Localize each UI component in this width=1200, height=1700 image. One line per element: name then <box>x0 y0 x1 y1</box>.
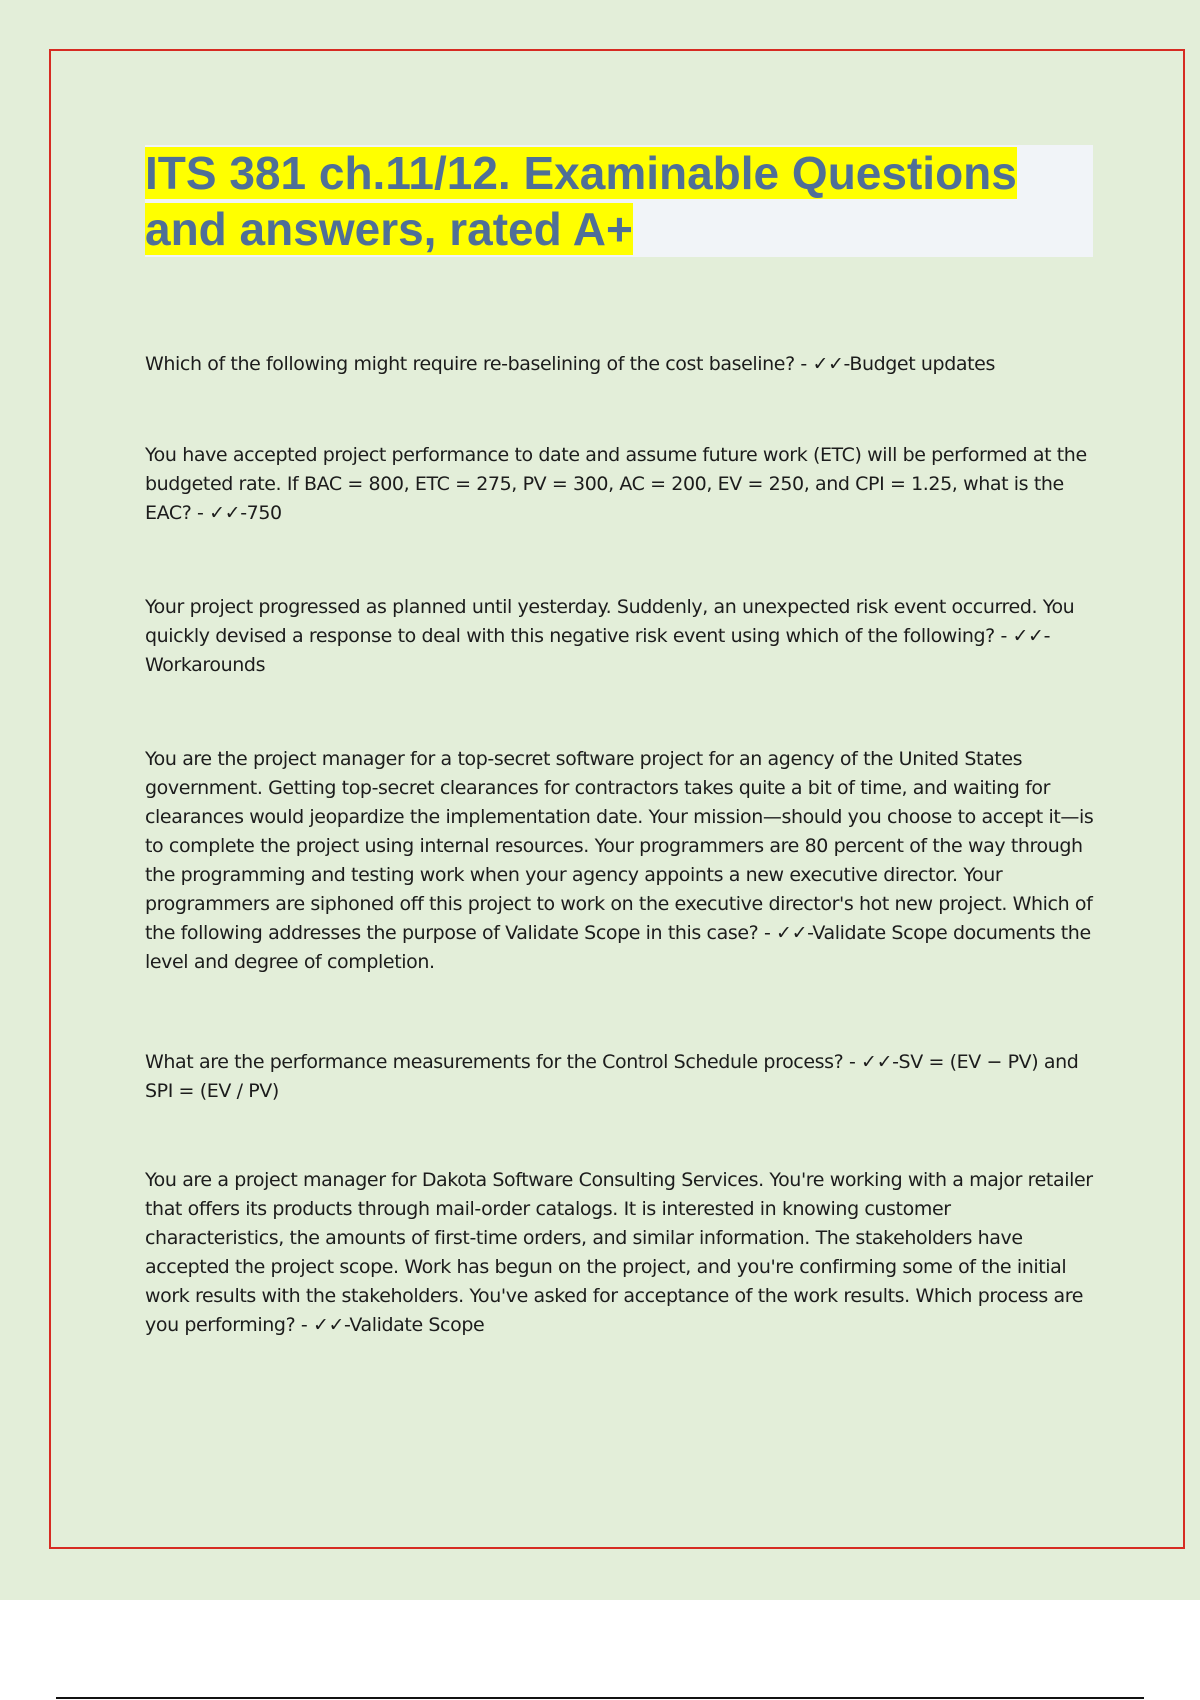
title-highlight: ITS 381 ch.11/12. Examinable Questions and answers, rated A+ <box>145 147 1017 255</box>
question-answer-6: You are a project manager for Dakota Software Consulting Services. You're working with a major retailer that offers its products through mail-order catalogs. It is interested in knowing customer characteristics, the amounts of first-time orders, and similar information. The stakeholders have accepted the project scope. Work has begun on the project, and you're confirming some of the initial work results with the stakeholders. You've asked for acceptance of the work results. Which process are you performing? - ✓✓-Validate Scope <box>145 1169 1093 1336</box>
question-answer-4: You are the project manager for a top-secret software project for an agency of the United States government. Getting top-secret clearances for contractors takes quite a bit of time, and waiting for clearances would jeopardize the implementation date. Your mission—should you choose to accept it—is to complete the project using internal resources. Your programmers are 80 percent of the way through the programming and testing work when your agency appoints a new executive director. Your programmers are siphoned off this project to work on the executive director's hot new project. Which of the following addresses the purpose of Validate Scope in this case? - ✓✓-Validate Scope documents the level and degree of completion. <box>145 748 1094 973</box>
question-answer-3: Your project progressed as planned until yesterday. Suddenly, an unexpected risk event occurred. You quickly devised a response to deal with this negative risk event using which of the following? - ✓✓-Workarounds <box>145 596 1075 676</box>
question-answer-2: You have accepted project performance to date and assume future work (ETC) will be performed at the budgeted rate. If BAC = 800, ETC = 275, PV = 300, AC = 200, EV = 250, and CPI = 1.25, what is the EAC? - ✓✓-750 <box>145 444 1087 524</box>
document-title <box>145 145 1093 257</box>
page-bottom-rule <box>56 1697 1144 1699</box>
question-answer-5: What are the performance measurements for the Control Schedule process? - ✓✓-SV = (EV − PV) and SPI = (EV / PV) <box>145 1051 1079 1102</box>
title-block <box>145 145 1093 257</box>
question-answer-1: Which of the following might require re-baselining of the cost baseline? - ✓✓-Budget updates <box>145 353 995 375</box>
